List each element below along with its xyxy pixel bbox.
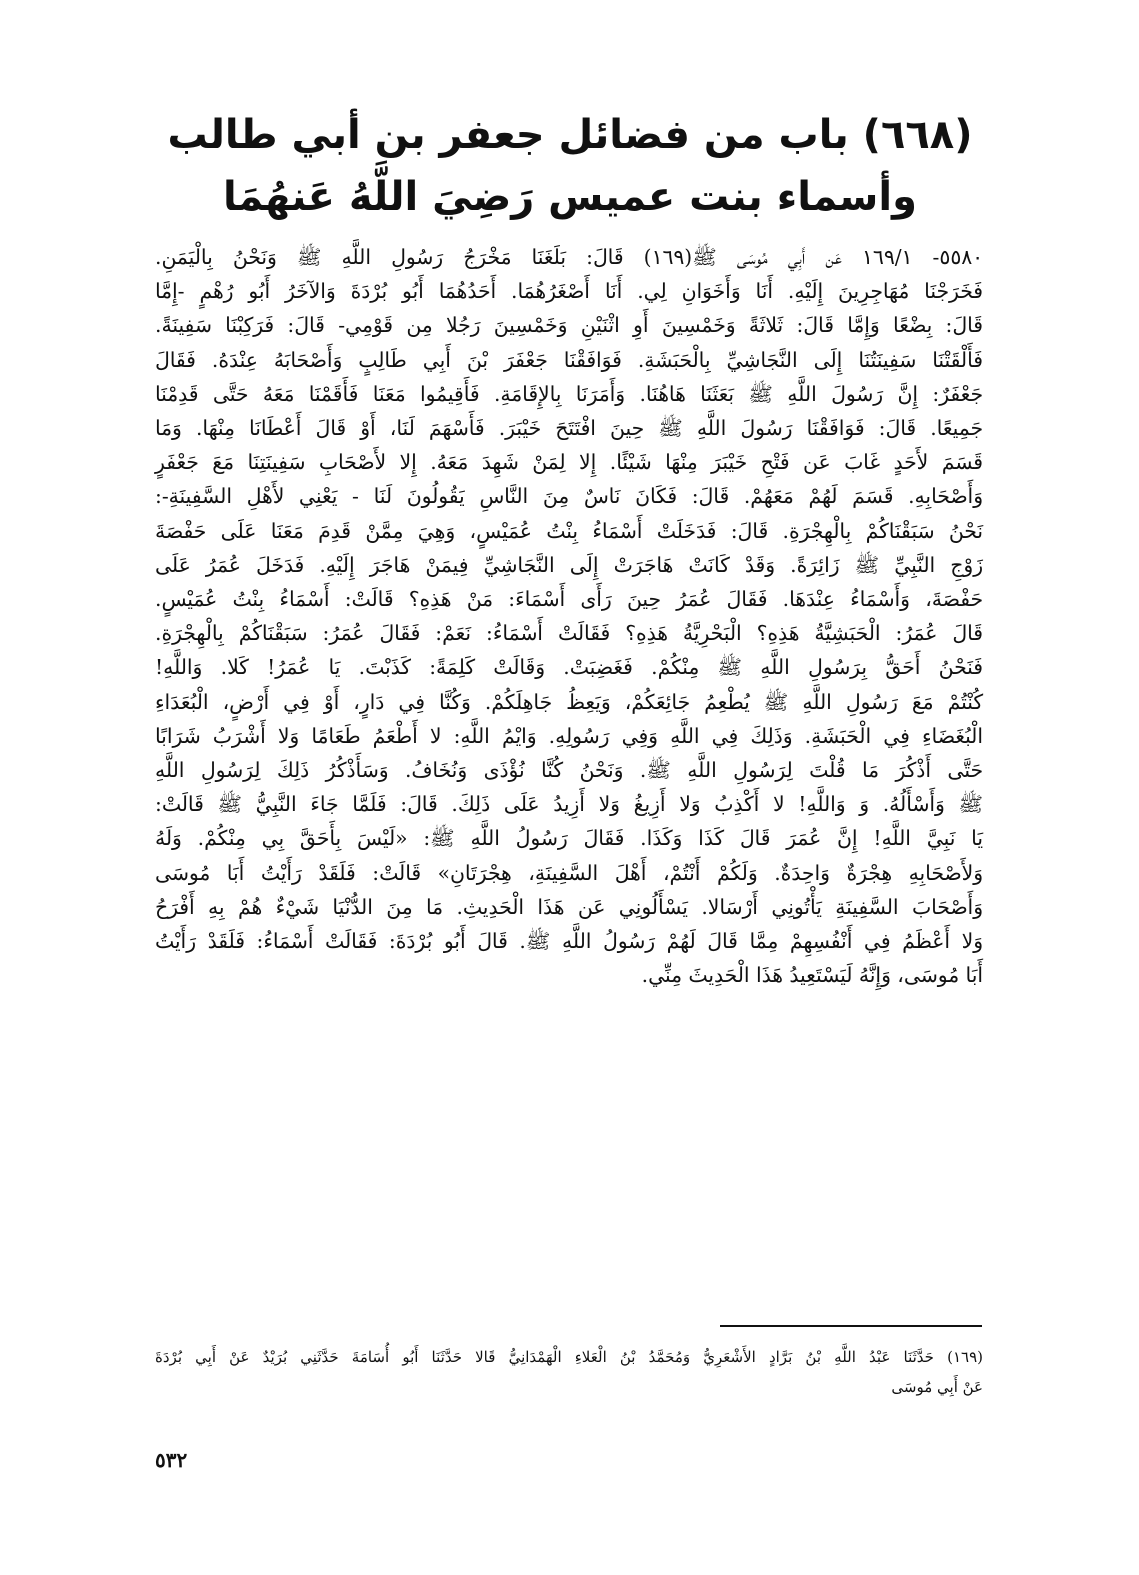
footnote: [155, 1342, 983, 1402]
text-line: وَلا أَعْظَمُ فِي أَنْفُسِهِمْ مِمَّا قَالَ لَهُمْ رَسُولُ اللَّهِ ﷺ. قَالَ أَبُو بُرْدَةَ: فَقَالَتْ أَسْمَاءُ: فَلَقَدْ رَأَيْتُ: [155, 929, 983, 954]
text-line: قَالَ: بِضْعًا وَإِمَّا قَالَ: ثَلاثَةً وَخَمْسِينَ أَوِ اثْنَيْنِ وَخَمْسِينَ رَجُلا مِن قَوْمِي- قَالَ: فَرَكِبْنَا سَفِينَةً.: [155, 313, 983, 338]
chapter-title-line-1: (٦٦٨) باب من فضائل جعفر بن أبي طالب: [167, 112, 973, 158]
footnote-line: عَنْ أَبِي مُوسَى: [891, 1378, 983, 1396]
text-line: زَوْجِ النَّبِيِّ ﷺ زَائِرَةً. وَقَدْ كَانَتْ هَاجَرَتْ إِلَى النَّجَاشِيِّ فِيمَنْ هَاجَرَ إِلَيْهِ. فَدَخَلَ عُمَرُ عَلَى: [155, 552, 983, 577]
text-line: الْبُغَضَاءِ فِي الْحَبَشَةِ. وَذَلِكَ فِي اللَّهِ وَفِي رَسُولِهِ. وَايْمُ اللَّهِ: لا أَطْعَمُ طَعَامًا وَلا أَشْرَبُ شَرَابًا: [155, 723, 983, 748]
text-line: جَعْفَرٌ: إِنَّ رَسُولَ اللَّهِ ﷺ بَعَثَنَا هَاهُنَا. وَأَمَرَنَا بِالإِقَامَةِ. فَأَقِيمُوا مَعَنَا فَأَقَمْنَا مَعَهُ حَتَّى قَدِمْنَا: [155, 381, 983, 406]
text-line: نَحْنُ سَبَقْنَاكُمْ بِالْهِجْرَةِ. قَالَ: فَدَخَلَتْ أَسْمَاءُ بِنْتُ عُمَيْسٍ، وَهِيَ مِمَّنْ قَدِمَ مَعَنَا عَلَى حَفْصَةَ: [155, 518, 983, 543]
text-line: فَنَحْنُ أَحَقُّ بِرَسُولِ اللَّهِ ﷺ مِنْكُمْ. فَغَضِبَتْ. وَقَالَتْ كَلِمَةً: كَذَبْتَ. يَا عُمَرُ! كَلا. وَاللَّهِ!: [155, 655, 983, 680]
text-line: قَالَ عُمَرُ: الْحَبَشِيَّةُ هَذِهِ؟ الْبَحْرِيَّةُ هَذِهِ؟ فَقَالَتْ أَسْمَاءُ: نَعَمْ: فَقَالَ عُمَرُ: سَبَقْنَاكُمْ بِالْهِجْرَةِ.: [155, 621, 983, 646]
text-line: وَلأَصْحَابِهِ هِجْرَةٌ وَاحِدَةٌ. وَلَكُمْ أَنْتُمْ، أَهْلَ السَّفِينَةِ، هِجْرَتَانِ» قَالَتْ: فَلَقَدْ رَأَيْتُ أَبَا مُوسَى: [155, 860, 983, 885]
text-line: قَسَمَ لأَحَدٍ غَابَ عَن فَتْحِ خَيْبَرَ مِنْهَا شَيْئًا. إِلا لِمَنْ شَهِدَ مَعَهُ. إِلا لأَصْحَابِ سَفِينَتِنَا مَعَ جَعْفَرٍ: [155, 450, 983, 475]
text-line: وَأَصْحَابِهِ. قَسَمَ لَهُمْ مَعَهُمْ. قَالَ: فَكَانَ نَاسٌ مِنَ النَّاسِ يَقُولُونَ لَنَا - يَعْنِي لأَهْلِ السَّفِينَةِ-:: [155, 484, 983, 509]
page-number: ٥٣٢: [155, 1448, 188, 1472]
text-line: فَخَرَجْنَا مُهَاجِرِينَ إِلَيْهِ. أَنَا وَأَخَوَانِ لِي. أَنَا أَصْغَرُهُمَا. أَحَدُهُمَا أَبُو بُرْدَةَ وَالآخَرُ أَبُو رُهْمٍ -إِمَّا: [155, 279, 983, 304]
footnote-line: (١٦٩) حَدَّثَنَا عَبْدُ اللَّهِ بْنُ بَرَّادٍ الأَشْعَرِيُّ وَمُحَمَّدُ بْنُ الْعَلاءِ الْهَمْدَانِيُّ قَالا حَدَّثَنَا أَبُو أُسَامَةَ حَدَّثَنِي بُرَيْدٌ عَنْ أَبِي بُرْدَةَ: [155, 1348, 983, 1366]
text-line: حَتَّى أَذْكُرَ مَا قُلْتَ لِرَسُولِ اللَّهِ ﷺ. وَنَحْنُ كُنَّا نُؤْذَى وَنُخَافُ. وَسَأَذْكُرُ ذَلِكَ لِرَسُولِ اللَّهِ: [155, 758, 983, 783]
text-line: حَفْصَةَ، وَأَسْمَاءُ عِنْدَهَا. فَقَالَ عُمَرُ حِينَ رَأَى أَسْمَاءَ: مَنْ هَذِهِ؟ قَالَتْ: أَسْمَاءُ بِنْتُ عُمَيْسٍ.: [155, 587, 983, 612]
footnote-separator: [720, 1325, 982, 1327]
text-line: ﷺ وَأَسْأَلُهُ. وَ وَاللَّهِ! لا أَكْذِبُ وَلا أَزِيغُ وَلا أَزِيدُ عَلَى ذَلِكَ. قَالَ: فَلَمَّا جَاءَ النَّبِيُّ ﷺ قَالَتْ:: [155, 792, 983, 817]
hadith-text: [155, 240, 983, 992]
text-line: جَمِيعًا. قَالَ: فَوَافَقْنَا رَسُولَ اللَّهِ ﷺ حِينَ افْتَتَحَ خَيْبَرَ. فَأَسْهَمَ لَنَا، أَوْ قَالَ أَعْطَانَا مِنْهَا. وَمَا: [155, 416, 983, 441]
text-line: فَأَلْقَتْنَا سَفِينَتُنَا إِلَى النَّجَاشِيِّ بِالْحَبَشَةِ. فَوَافَقْنَا جَعْفَرَ بْنَ أَبِي طَالِبٍ وَأَصْحَابَهُ عِنْدَهُ. فَقَالَ: [155, 347, 983, 372]
chapter-title-line-2: وأسماء بنت عميس رَضِيَ اللَّهُ عَنهُمَا: [223, 174, 917, 220]
text-line: يَا نَبِيَّ اللَّهِ! إِنَّ عُمَرَ قَالَ كَذَا وَكَذَا. فَقَالَ رَسُولُ اللَّهِ ﷺ: «لَيْسَ بِأَحَقَّ بِي مِنْكُمْ. وَلَهُ: [155, 826, 983, 851]
text-line: ٥٥٨٠- ١٦٩/١ عَن أَبِي مُوسَى ﷺ(١٦٩) قَالَ: بَلَغَنَا مَخْرَجُ رَسُولِ اللَّهِ ﷺ وَنَحْنُ بِالْيَمَنِ.: [155, 245, 983, 269]
chapter-title: [150, 104, 990, 228]
text-line: وَأَصْحَابَ السَّفِينَةِ يَأْتُونِي أَرْسَالا. يَسْأَلُونِي عَن هَذَا الْحَدِيثِ. مَا مِنَ الدُّنْيَا شَيْءٌ هُمْ بِهِ أَفْرَحُ: [155, 894, 983, 919]
text-line: أَبَا مُوسَى، وَإِنَّهُ لَيَسْتَعِيدُ هَذَا الْحَدِيثَ مِنِّي.: [641, 963, 983, 988]
text-line: كُنْتُمْ مَعَ رَسُولِ اللَّهِ ﷺ يُطْعِمُ جَائِعَكُمْ، وَيَعِظُ جَاهِلَكُمْ. وَكُنَّا فِي دَارٍ، أَوْ فِي أَرْضٍ، الْبُعَدَاءِ: [155, 689, 983, 714]
